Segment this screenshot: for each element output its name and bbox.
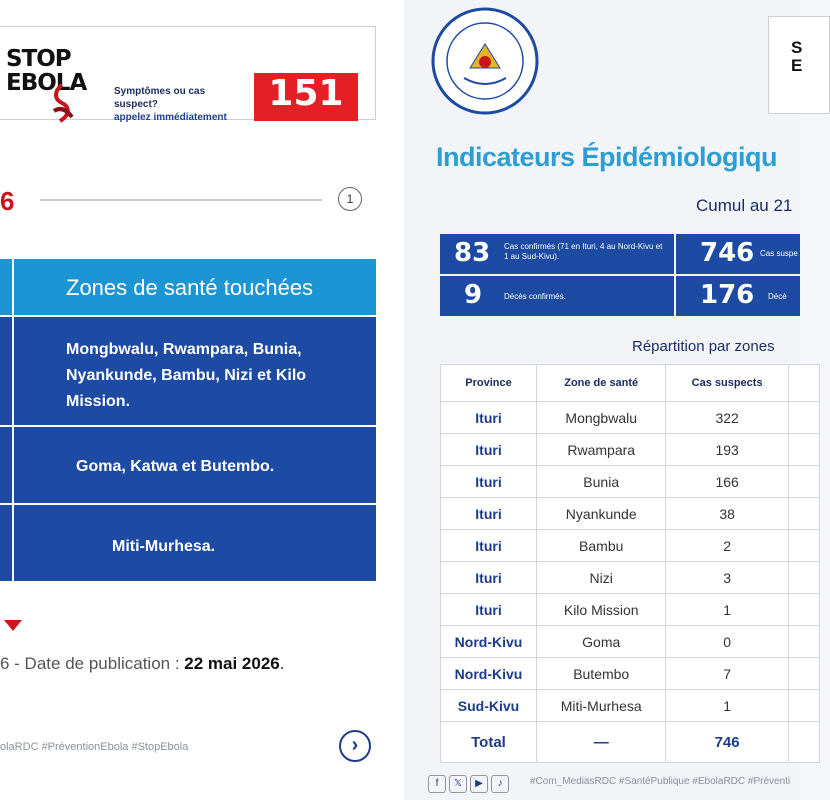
total-suspects: 746 xyxy=(666,722,788,763)
extra-cell xyxy=(788,530,819,562)
divider xyxy=(40,199,322,201)
table-row xyxy=(441,466,820,498)
extra-cell xyxy=(788,690,819,722)
left-slide xyxy=(0,0,404,800)
hotline-text: Symptômes ou cas suspect? appelez immédiatement xyxy=(114,86,227,123)
table-row xyxy=(441,530,820,562)
province-cell: Ituri xyxy=(441,466,537,498)
zone-row: Miti-Murhesa. xyxy=(0,505,376,581)
zone-row: Goma, Katwa et Butembo. xyxy=(0,427,376,503)
province-cell: Ituri xyxy=(441,530,537,562)
extra-cell xyxy=(788,402,819,434)
table-row xyxy=(441,562,820,594)
extra-cell xyxy=(788,594,819,626)
col-zone: Zone de santé xyxy=(536,365,665,402)
table-row xyxy=(441,402,820,434)
province-cell: Ituri xyxy=(441,434,537,466)
zone-cell: Nyankunde xyxy=(536,498,665,530)
province-cell: Ituri xyxy=(441,498,537,530)
extra-cell xyxy=(788,658,819,690)
social-icons xyxy=(428,773,512,793)
table-row xyxy=(441,594,820,626)
extra-cell xyxy=(788,626,819,658)
facebook-icon[interactable]: f xyxy=(428,775,446,793)
province-cell: Ituri xyxy=(441,594,537,626)
page-indicator: 1 xyxy=(338,187,362,211)
tiktok-icon[interactable]: ♪ xyxy=(491,775,509,793)
col-province: Province xyxy=(441,365,537,402)
page-title: Indicateurs Épidémiologiqu xyxy=(436,142,778,172)
extra-cell xyxy=(788,722,819,763)
hashtags: olaRDC #PréventionEbola #StopEbola xyxy=(0,741,189,753)
youtube-icon[interactable]: ▶ xyxy=(470,775,488,793)
suspects-cell: 322 xyxy=(666,402,788,434)
next-slide-button[interactable]: › xyxy=(339,730,371,762)
province-cell: Ituri xyxy=(441,562,537,594)
suspects-cell: 2 xyxy=(666,530,788,562)
suspects-cell: 38 xyxy=(666,498,788,530)
province-cell: Sud-Kivu xyxy=(441,690,537,722)
zone-cell: Goma xyxy=(536,626,665,658)
extra-cell xyxy=(788,434,819,466)
suspects-cell: 1 xyxy=(666,594,788,626)
extra-cell xyxy=(788,498,819,530)
kpi-suspected-cases: 746 Cas suspe xyxy=(676,234,800,274)
total-zone: — xyxy=(536,722,665,763)
zone-cell: Miti-Murhesa xyxy=(536,690,665,722)
cumul-label: Cumul au 21 xyxy=(696,196,793,215)
hashtags: #Com_MediasRDC #SantéPublique #EbolaRDC #Préventi xyxy=(530,776,791,787)
x-icon[interactable]: 𝕏 xyxy=(449,775,467,793)
stop-ebola-logo: STOP EBOLA xyxy=(6,47,86,95)
kpi-deaths-2: 176 Décè xyxy=(676,276,800,316)
government-seal-icon xyxy=(430,6,540,116)
stop-ebola-logo-partial: S E xyxy=(768,16,830,114)
zone-cell: Bunia xyxy=(536,466,665,498)
table-row xyxy=(441,434,820,466)
zone-cell: Mongbwalu xyxy=(536,402,665,434)
table-row xyxy=(441,626,820,658)
ribbon-icon xyxy=(50,83,74,123)
table-row xyxy=(441,690,820,722)
zone-cell: Nizi xyxy=(536,562,665,594)
extra-cell xyxy=(788,562,819,594)
table-header-row xyxy=(441,365,820,402)
zone-cell: Bambu xyxy=(536,530,665,562)
suspects-cell: 193 xyxy=(666,434,788,466)
zone-cell: Butembo xyxy=(536,658,665,690)
total-label: Total xyxy=(441,722,537,763)
zones-header-title: Zones de santé touchées xyxy=(66,275,314,300)
kpi-confirmed-deaths: 9 Décès confirmés. xyxy=(440,276,674,316)
total-row xyxy=(441,722,820,763)
repartition-label: Répartition par zones xyxy=(632,338,775,355)
cases-table xyxy=(440,364,820,763)
extra-cell xyxy=(788,466,819,498)
suspects-cell: 7 xyxy=(666,658,788,690)
publication-date: 6 - Date de publication : 22 mai 2026. xyxy=(0,654,285,673)
date-fragment: 6 xyxy=(0,186,15,216)
province-cell: Nord-Kivu xyxy=(441,626,537,658)
province-cell: Nord-Kivu xyxy=(441,658,537,690)
province-cell: Ituri xyxy=(441,402,537,434)
hotline-number-box: 151 xyxy=(254,73,358,121)
zone-cell: Kilo Mission xyxy=(536,594,665,626)
kpi-confirmed-cases: 83 Cas confirmés (71 en Ituri, 4 au Nord-Kivu et 1 au Sud-Kivu). xyxy=(440,234,674,274)
red-down-arrow-icon xyxy=(4,620,22,631)
table-row xyxy=(441,658,820,690)
zone-row: Mongbwalu, Rwampara, Bunia, Nyankunde, Bambu, Nizi et Kilo Mission. xyxy=(0,317,376,425)
suspects-cell: 0 xyxy=(666,626,788,658)
suspects-cell: 3 xyxy=(666,562,788,594)
hotline-banner xyxy=(0,26,376,123)
zone-cell: Rwampara xyxy=(536,434,665,466)
suspects-cell: 166 xyxy=(666,466,788,498)
right-slide xyxy=(404,0,803,800)
table-row xyxy=(441,498,820,530)
zones-header xyxy=(0,259,376,315)
suspects-cell: 1 xyxy=(666,690,788,722)
col-suspects: Cas suspects xyxy=(666,365,788,402)
